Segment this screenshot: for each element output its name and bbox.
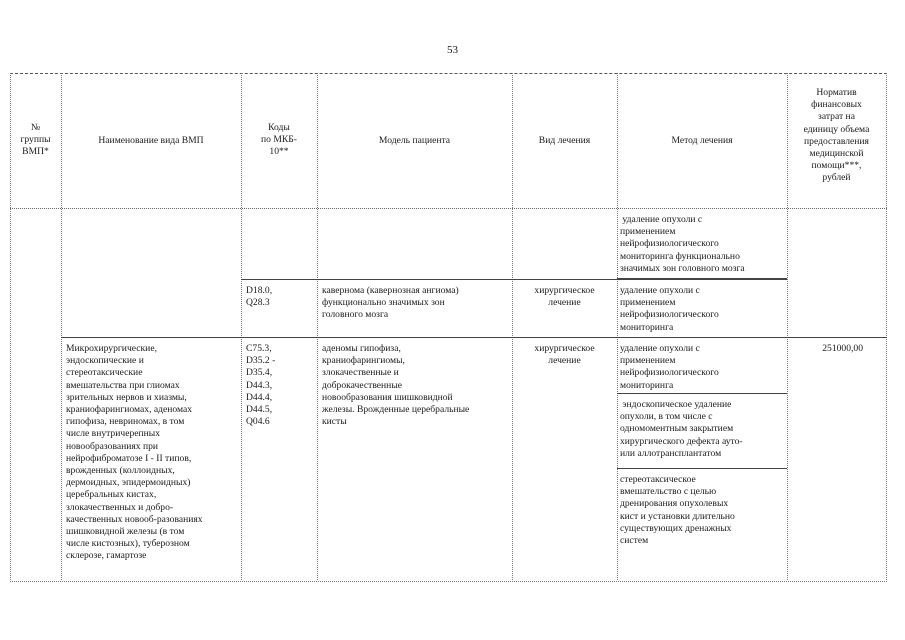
treatment-method: удаление опухоли с применением нейрофизиологического мониторинга (620, 343, 719, 391)
col-border (61, 73, 62, 580)
patient-model: кавернома (кавернозная ангиома) функционально значимых зон головного мозга (322, 285, 459, 321)
page-number: 53 (447, 44, 458, 56)
col-border (317, 73, 318, 580)
cell-divider (617, 278, 787, 279)
patient-model: аденомы гипофиза, краниофарингиомы, злокачественные и доброкачественные новообразования шишковидной железы. Врожденные церебральные кисты (322, 343, 470, 428)
row-divider (61, 337, 887, 338)
cost-value: 251000,00 (822, 343, 863, 354)
icd-codes: C75.3, D35.2 - D35.4, D44.3, D44.4, D44.5, Q04.6 (246, 343, 276, 428)
treatment-method: эндоскопическое удаление опухоли, в том числе с одномоментным закрытием хирургического дефекта ауто- или аллотрансплантатом (620, 399, 743, 459)
vmp-name: Микрохирургические, эндоскопические и стереотаксические вмешательства при глиомах зрительных нервов и хиазмы, краниофарингиомах, аденомах гипофиза, невриномах, в том числе внутричерепных новообразованиях при нейрофиброматозе I - II типов, врожденных (коллоидных, дермоидных, эпидермоидных) церебральных кистах, злокачественных и добро- качественных новооб-разованиях шишковидной железы (в том числе кистозных), туберозном склерозе, гамартозе (66, 343, 203, 562)
header-cost-norm: Норматив финансовых затрат на единицу объема предоставления медицинской помощи***, рублей (803, 87, 870, 184)
col-border (617, 73, 618, 580)
treatment-method: удаление опухоли с применением нейрофизиологического мониторинга функционально значимых зон головного мозга (620, 214, 745, 274)
header-vmp-name: Наименование вида ВМП (98, 135, 204, 146)
header-patient-model: Модель пациента (378, 135, 451, 146)
treatment-type: хирургическое лечение (534, 343, 595, 367)
cell-divider (617, 468, 787, 469)
icd-codes: D18.0, Q28.3 (246, 285, 273, 309)
cell-divider (617, 393, 787, 394)
treatment-type: хирургическое лечение (534, 285, 595, 309)
header-group-no: № группы ВМП* (20, 122, 51, 158)
treatment-method: удаление опухоли с применением нейрофизиологического мониторинга (620, 285, 719, 333)
header-divider (10, 208, 887, 209)
col-border (512, 73, 513, 580)
header-treatment-type: Вид лечения (538, 135, 591, 146)
row-divider (241, 279, 787, 280)
col-border (886, 73, 887, 580)
header-icd-codes: Коды по МКБ- 10** (261, 122, 297, 158)
header-treatment-method: Метод лечения (671, 135, 733, 146)
treatment-method: стереотаксическое вмешательство с целью дренирования опухолевых кист и установки длительно существующих дренажных систем (620, 474, 735, 547)
